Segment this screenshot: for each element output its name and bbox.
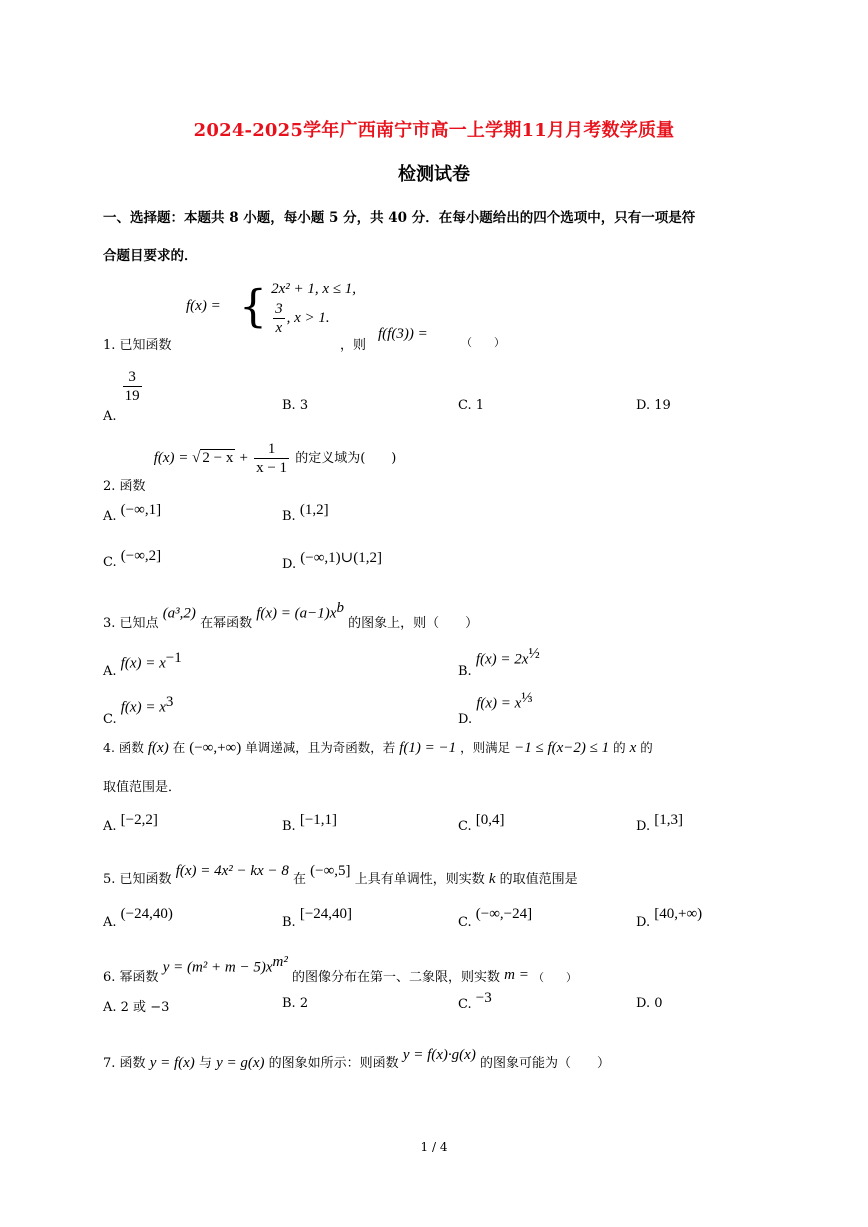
- q3-option-d: D. $f(x) = x^{\frac{1}{3}}$: [458, 690, 533, 728]
- document-page: 2024-2025学年广西南宁市高一上学期11月月考数学质量 检测试卷 一、选择题：本题共 8 小题，每小题 5 分，共 40 分．在每小题给出的四个选项中，只有一项是符 合题目要求的． 1. 已知函数 f(x) = { 2x² + 1, x ≤ 1, $\frac{3}{x}$ , x > 1. ，则 f(f(3)) = （ ） A. $\frac{3}{19}$ B. 3 C. 1 D. 19 2. 函数 f(x) = √ 2 − x + $\frac{1}{x - 1}$ 的定义域为( ) A. (−∞,1] B. (1,2] C. (−∞,2] D. (−∞,1)∪(1,2] 3. 已知点 (a³,2) 在幂函数 $f(x) = (a-1)x^b$ 的图象上，则（ ） A. $f(x) = x^{-1}$ B. $f(x) = 2x^{\frac{1}{2}}$ C. $f(x) = x^3$ D. $f(x) = x^{\frac{1}{3}}$ 4. 函数 f(x) 在 (−∞,+∞) 单调递减，且为奇函数，若 f(1) = −1 ，则满足 −1 ≤ f(x−2) ≤ 1 的 x 的 取值范围是． A. [−2,2] B. [−1,1] C. [0,4] D. [1,3] 5. 已知函数 f(x) = 4x² − kx − 8 在 (−∞,5] 上具有单调性，则实数 k 的取值范围是 A. (−24,40) B. [−24,40] C. (−∞,−24] D. [40,+∞) 6. 幂函数 $y = (m^2 + m - 5)x^{m^2}$ 的图像分布在第一、二象限，则实数 m = $_{( )}$ A. 2 或 −3 B. 2 C. −3 D. 0 7. 函数 y = f(x) 与 y = g(x) 的图象如所示：则函数 y = f(x)·g(x) 的图象可能为（ ） 1 / 4: [0, 0, 868, 1227]
- document-title-line2: 检测试卷: [398, 164, 470, 185]
- q2-option-b: B. (1,2]: [282, 502, 329, 524]
- q1-option-a: A. $\frac{3}{19}$: [103, 369, 140, 424]
- q5-option-a: A. (−24,40): [103, 906, 173, 930]
- q2-option-c: C. (−∞,2]: [103, 548, 162, 570]
- q2-sqrt: 2 − x: [202, 450, 234, 466]
- section-heading-line1: 一、选择题：本题共 8 小题，每小题 5 分，共 40 分．在每小题给出的四个选项中，只有一项是符: [103, 210, 696, 226]
- q1-blank: （ ）: [461, 336, 505, 349]
- q1-option-c: C. 1: [458, 398, 485, 413]
- q3-option-c: C. $f(x) = x^3$: [103, 694, 174, 728]
- q2-option-a: A. (−∞,1]: [103, 502, 162, 524]
- q1-case2-den: x: [275, 320, 283, 336]
- q1-case2-num: 3: [275, 301, 283, 317]
- q1-option-b: B. 3: [282, 398, 309, 413]
- document-title-line1: 2024-2025学年广西南宁市高一上学期11月月考数学质量: [193, 120, 675, 141]
- q6-option-c: C. −3: [458, 990, 492, 1012]
- page-number: 1 / 4: [420, 1140, 448, 1154]
- section-heading-line2: 合题目要求的．: [103, 248, 198, 264]
- q3-option-b: B. $f(x) = 2x^{\frac{1}{2}}$: [458, 646, 540, 680]
- q2-suffix: 的定义域为( ): [295, 451, 397, 466]
- q5-option-c: C. (−∞,−24]: [458, 906, 533, 930]
- q6-option-b: B. 2: [282, 996, 309, 1011]
- q3-option-a: A. $f(x) = x^{-1}$: [103, 650, 182, 680]
- q2-option-d: D. (−∞,1)∪(1,2]: [282, 550, 382, 572]
- q5-option-d: D. [40,+∞): [636, 906, 703, 930]
- q1-case1: 2x² + 1, x ≤ 1,: [271, 281, 357, 297]
- q4-line2: 取值范围是．: [103, 780, 182, 795]
- q5-option-b: B. [−24,40]: [282, 906, 353, 930]
- q1-cases: [239, 278, 356, 337]
- q4-option-b: B. [−1,1]: [282, 812, 338, 834]
- q4-option-a: A. [−2,2]: [103, 812, 158, 834]
- q1-expr: f(f(3)) =: [378, 326, 428, 342]
- q4-option-c: C. [0,4]: [458, 812, 505, 834]
- q6-option-a: A. 2 或 −3: [103, 1000, 170, 1015]
- q6-option-d: D. 0: [636, 996, 663, 1011]
- q3-point: (a³,2): [162, 605, 196, 622]
- q1-brace: {: [239, 281, 267, 333]
- q3-func: f(x) = (a−1)x: [256, 605, 337, 622]
- q1-prefix: 1. 已知函数: [103, 338, 172, 353]
- q1-func-left: f(x) =: [186, 298, 221, 314]
- q4-option-d: D. [1,3]: [636, 812, 683, 834]
- q1-option-d: D. 19: [636, 398, 671, 413]
- q1-mid: ，则: [340, 338, 367, 353]
- q1-case2-tail: , x > 1.: [286, 310, 330, 326]
- q2-prefix: 2. 函数: [103, 479, 146, 494]
